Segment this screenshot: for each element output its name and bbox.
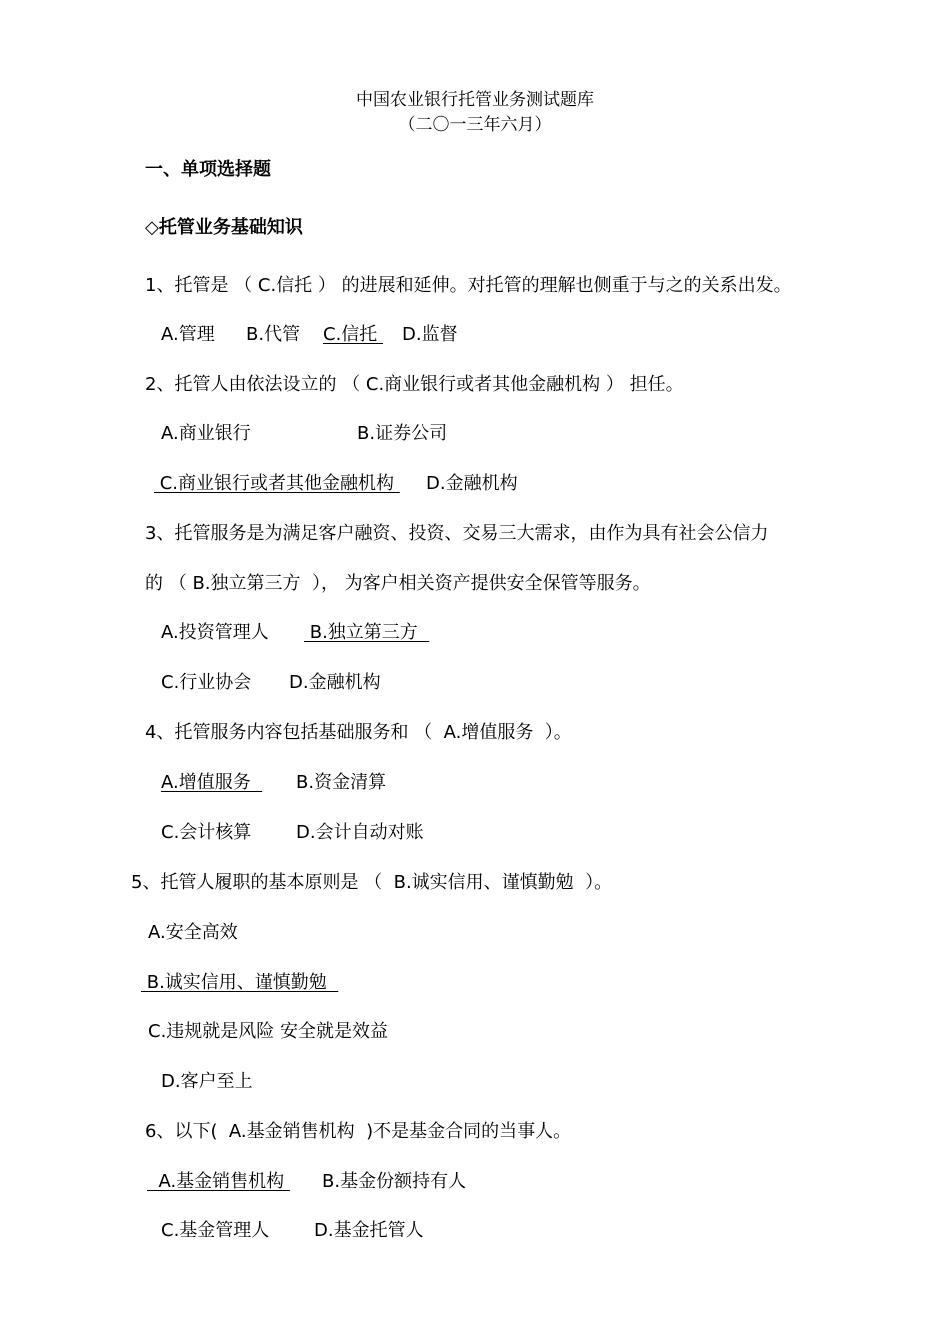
question-1-option-d: D.监督 (402, 324, 458, 345)
question-5-option-a: A.安全高效 (148, 922, 238, 943)
question-2-option-c-answer: C.商业银行或者其他金融机构 (154, 473, 400, 494)
question-6-stem: 6、以下( A.基金销售机构 )不是基金合同的当事人。 (145, 1121, 572, 1142)
question-2-option-a: A.商业银行 (161, 423, 251, 444)
question-3-option-c: C.行业协会 (161, 672, 252, 693)
document-title: 中国农业银行托管业务测试题库 (356, 90, 594, 110)
question-2-stem: 2、托管人由依法设立的 （ C.商业银行或者其他金融机构 ） 担任。 (145, 374, 684, 395)
question-1-option-a: A.管理 (161, 324, 215, 345)
question-5-option-c: C.违规就是风险 安全就是效益 (148, 1021, 389, 1042)
question-6-option-a-answer: A.基金销售机构 (147, 1171, 290, 1192)
question-2-option-b: B.证券公司 (357, 423, 448, 444)
question-4-option-d: D.会计自动对账 (296, 822, 424, 843)
question-1-stem: 1、托管是 （ C.信托 ） 的进展和延伸。对托管的理解也侧重于与之的关系出发。 (145, 275, 792, 296)
question-1-option-c-answer: C.信托 (323, 324, 384, 345)
question-4-stem: 4、托管服务内容包括基础服务和 （ A.增值服务 ）。 (145, 722, 572, 743)
subsection-heading: ◇托管业务基础知识 (145, 217, 303, 238)
question-2-option-d: D.金融机构 (426, 473, 518, 494)
section-heading: 一、单项选择题 (145, 159, 271, 180)
question-6-option-c: C.基金管理人 (161, 1220, 270, 1241)
question-3-stem-line-1: 3、托管服务是为满足客户融资、投资、交易三大需求，由作为具有社会公信力 (145, 523, 769, 544)
question-4-option-b: B.资金清算 (296, 772, 387, 793)
question-6-option-d: D.基金托管人 (314, 1220, 424, 1241)
question-4-option-a-answer: A.增值服务 (161, 772, 263, 793)
question-3-option-a: A.投资管理人 (161, 622, 269, 643)
question-3-stem-line-2: 的 （ B.独立第三方 ）， 为客户相关资产提供安全保管等服务。 (145, 573, 651, 594)
question-6-option-b: B.基金份额持有人 (322, 1171, 467, 1192)
question-5-stem: 5、托管人履职的基本原则是 （ B.诚实信用、谨慎勤勉 ）。 (131, 872, 613, 893)
question-1-option-b: B.代管 (246, 324, 301, 345)
question-5-option-b-answer: B.诚实信用、谨慎勤勉 (141, 972, 339, 993)
question-3-option-b-answer: B.独立第三方 (304, 622, 430, 643)
question-4-option-c: C.会计核算 (161, 822, 252, 843)
document-date: （二〇一三年六月） (398, 115, 552, 135)
question-5-option-d: D.客户至上 (161, 1071, 253, 1092)
question-3-option-d: D.金融机构 (289, 672, 381, 693)
